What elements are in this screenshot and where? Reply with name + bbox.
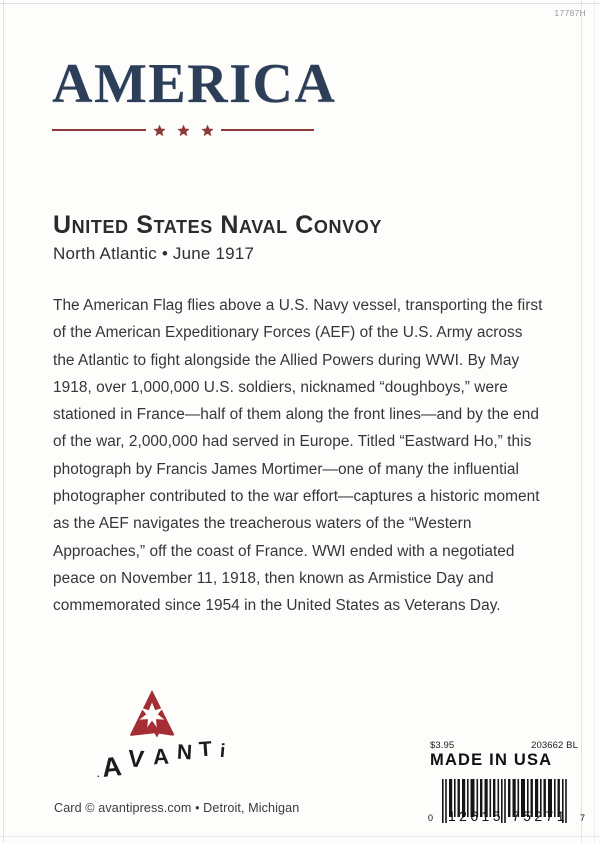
avanti-letter-a2: A xyxy=(152,743,170,770)
headline-block xyxy=(53,212,553,264)
brand-rule-line-left xyxy=(52,129,146,131)
star-icon xyxy=(153,124,166,137)
avanti-logo xyxy=(96,688,266,783)
retail-block xyxy=(430,740,578,769)
page-title: United States Naval Convoy xyxy=(53,211,382,239)
retail-row xyxy=(430,740,578,751)
brand-rule xyxy=(52,122,314,138)
star-icon xyxy=(201,124,214,137)
upc-lead-digit: 0 xyxy=(428,813,434,823)
card-edge-bottom xyxy=(0,836,600,837)
page-subtitle: North Atlantic • June 1917 xyxy=(53,244,255,264)
brand-star-group xyxy=(153,124,214,137)
card-edge-right-outer xyxy=(594,0,595,843)
avanti-letter-a1: A xyxy=(100,751,123,783)
brand-wordmark: AMERICA xyxy=(52,53,337,115)
card-edge-right xyxy=(581,0,582,843)
upc-group-two: 75271 xyxy=(512,808,568,824)
plate-code: 17787H xyxy=(554,8,586,18)
avanti-letter-t: T xyxy=(198,737,213,762)
star-icon xyxy=(177,124,190,137)
upc-digits xyxy=(428,809,592,825)
card-edge-left xyxy=(3,0,4,843)
avanti-letter-dot: . xyxy=(97,769,100,779)
avanti-letter-v: V xyxy=(127,745,145,774)
price-label: $3.95 xyxy=(430,740,455,751)
body-text: The American Flag flies above a U.S. Navy vessel, transporting the first of the American Expeditionary Forces (AEF) of the U.S. Army across the Atlantic to fight alongside the Allied Powers during WWI. By May 1918, over 1,000,000 U.S. soldiers, nicknamed “doughboys,” were stationed in France—half of them along the front lines—and by the end of the war, 2,000,000 had served in Europe. Titled “Eastward Ho,” this photograph by Francis James Mortimer—one of many the influential photographer contributed to the war effort—captures a historic moment as the AEF navigates the treacherous waters of the “Western Approaches,” off the coast of France. WWI ended with a negotiated peace on November 11, 1918, then known as Armistice Day and commemorated since 1954 in the United States as Veterans Day. xyxy=(53,297,543,615)
avanti-triangle-star-icon xyxy=(126,688,178,740)
made-in-usa-label: MADE IN USA xyxy=(430,751,553,769)
upc-trail-digit: 7 xyxy=(580,813,586,823)
brand-lockup xyxy=(52,53,352,138)
sku-label: 203662 BL xyxy=(531,740,578,751)
avanti-letter-n: N xyxy=(176,740,193,765)
avanti-wordmark xyxy=(96,737,266,783)
card-edge-top xyxy=(0,3,600,4)
avanti-letter-i: i xyxy=(219,740,227,763)
copyright-line: Card © avantipress.com • Detroit, Michigan xyxy=(54,801,300,815)
brand-rule-line-right xyxy=(221,129,315,131)
upc-group-one: 12615 xyxy=(448,808,504,824)
